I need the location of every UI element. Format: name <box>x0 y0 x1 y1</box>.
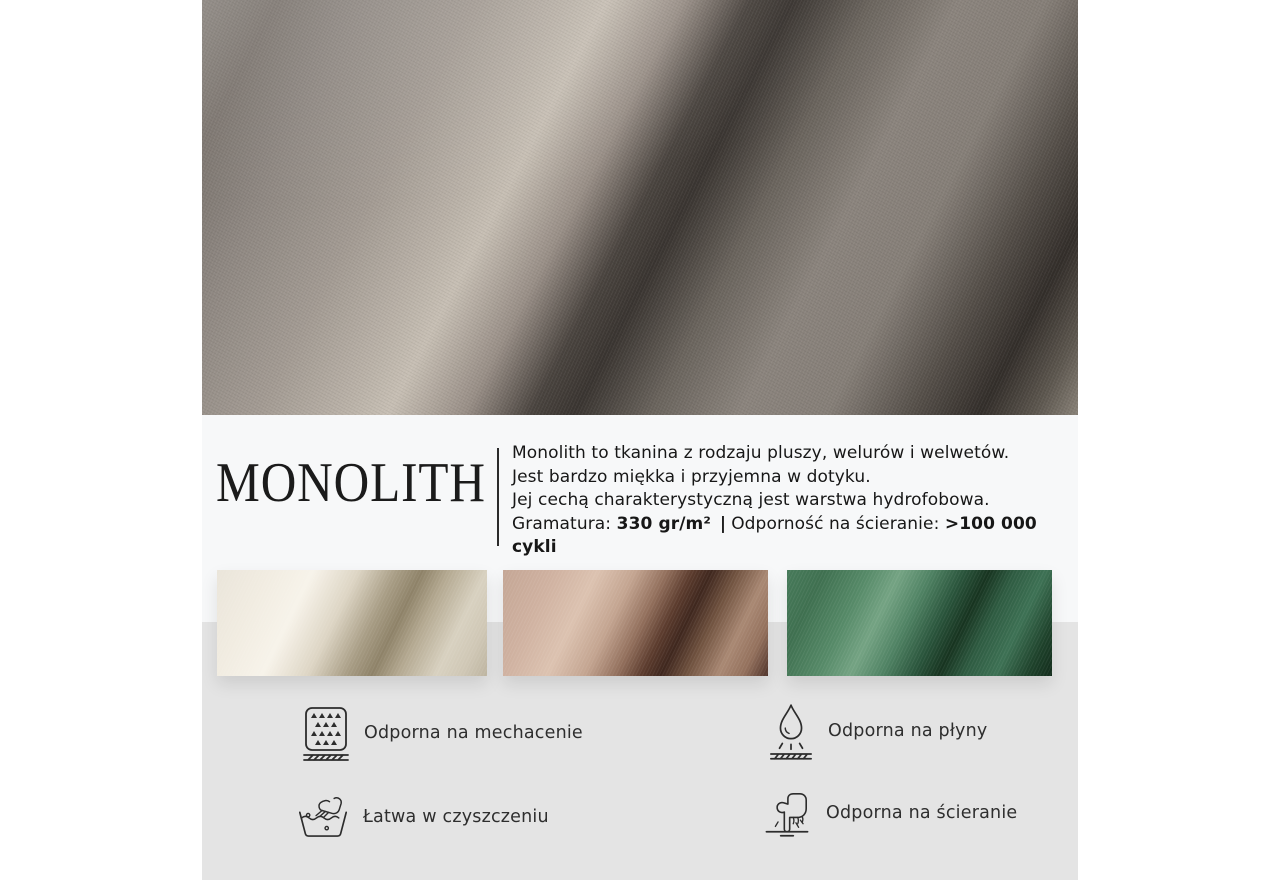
description-line: Monolith to tkanina z rodzaju pluszy, welurów i welwetów. <box>512 443 1010 463</box>
liquid-resistant-icon <box>768 701 814 761</box>
swatch-green <box>787 570 1052 676</box>
abrasion-value: >100 000 cykli <box>512 513 1037 557</box>
feature-label: Łatwa w czyszczeniu <box>363 807 549 827</box>
feature-label: Odporna na ścieranie <box>826 803 1018 823</box>
fabric-hero-image <box>202 0 1078 415</box>
feature-label: Odporna na mechacenie <box>364 723 583 743</box>
feature-cleaning <box>297 785 549 849</box>
specs-line <box>512 513 1072 560</box>
description-line: Jest bardzo miękka i przyjemna w dotyku. <box>512 466 871 487</box>
fabric-info-card <box>202 0 1078 880</box>
fabric-description <box>512 442 1072 560</box>
weight-label: Gramatura: <box>512 513 617 534</box>
swatch-cream <box>217 570 487 676</box>
description-line: Jej cechą charakterystyczną jest warstwa hydrofobowa. <box>512 490 990 510</box>
feature-liquid <box>768 699 987 763</box>
vertical-divider <box>497 448 499 546</box>
fabric-title: MONOLITH <box>216 452 486 514</box>
abrasion-resistant-icon <box>762 784 812 842</box>
weight-value: 330 gr/m² <box>616 513 711 534</box>
easy-clean-icon <box>297 792 349 842</box>
feature-pilling <box>302 701 583 765</box>
feature-abrasion <box>762 781 1017 845</box>
specs-separator: | <box>719 513 727 534</box>
feature-label: Odporna na płyny <box>828 721 988 741</box>
swatch-taupe <box>503 570 768 676</box>
abrasion-label: Odporność na ścieranie: <box>731 513 945 534</box>
pilling-resistant-icon <box>302 705 350 761</box>
